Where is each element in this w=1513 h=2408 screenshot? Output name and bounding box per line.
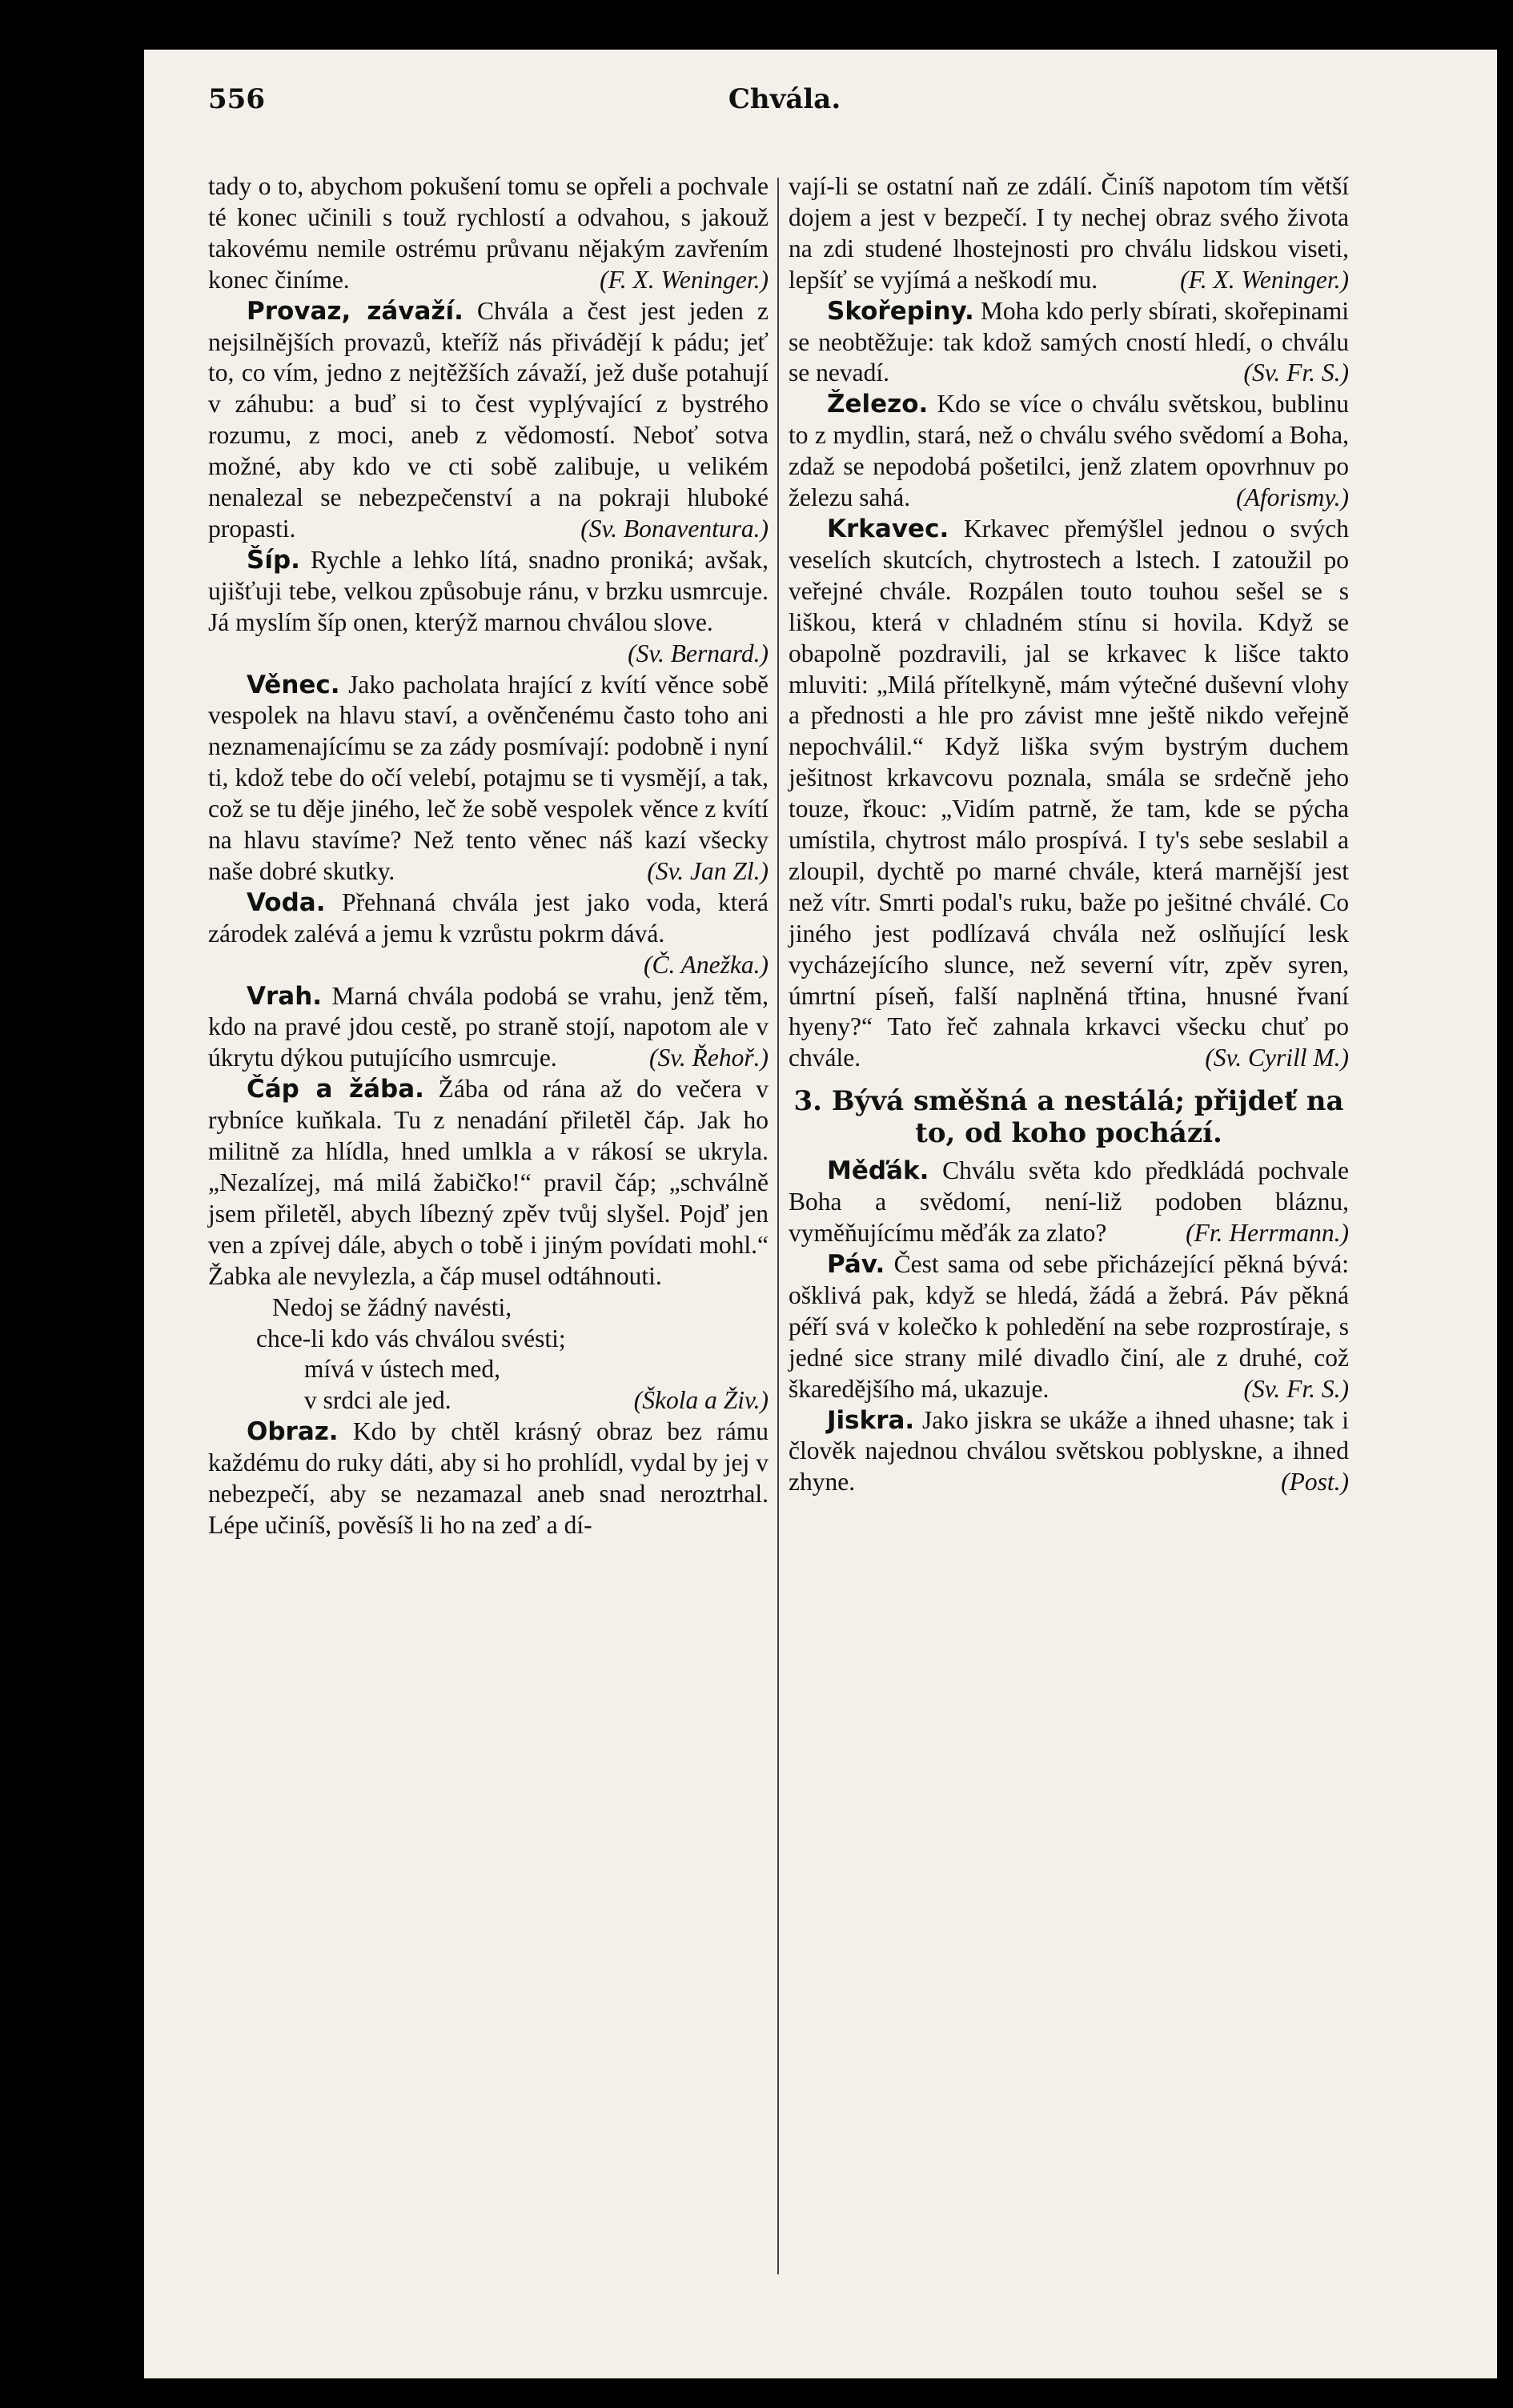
keyword: Čáp a žába. [247, 1075, 424, 1104]
paragraph: Páv. Čest sama od sebe přicházející pěkná bývá: ošklivá pak, když se hledá, žádá a žebrá. Páv pěkná péří svá v kolečko k pohledění na sebe rozprostíraje, s jedné sice strany milé divadlo činí, ale z druhé, což škaredějšího má, ukazuje. (Sv. Fr. S.) [789, 1249, 1349, 1405]
source-citation: (Sv. Cyrill M.) [1205, 1044, 1349, 1072]
running-title: Chvála. [728, 83, 841, 115]
keyword: Měďák. [827, 1156, 929, 1186]
verse-line: mívá v ústech med, [304, 1355, 500, 1384]
source-citation: (Fr. Herrmann.) [1186, 1219, 1349, 1248]
source-citation: (Č. Anežka.) [643, 950, 769, 979]
paragraph: Čáp a žába. Žába od rána až do večera v rybníce kuňkala. Tu z nenadání přiletěl čáp. Jak ho militně za hlídla, hned umlkla a v rákosí se ukryla. „Nezalízej, má milá žabičko!“ pravil čáp; „schválně jsem přiletěl, abych líbezný zpěv tvůj slyšel. Pojď jen ven a zpívej dále, abych o tobě i jiným povídati mohl.“ Žabka ale nevylezla, a čáp musel odtáhnouti. [208, 1075, 769, 1290]
keyword: Věnec. [247, 670, 340, 699]
right-column [789, 171, 1349, 1498]
paragraph: Obraz. Kdo by chtěl krásný obraz bez rámu každému do ruky dáti, aby si ho prohlídl, vydal by jej v nebezpečí, aby se nezamazal aneb snad neroztrhal. Lépe učiníš, pověsíš li ho na zeď a dí- [208, 1417, 769, 1539]
source-citation: (Sv. Fr. S.) [1243, 1374, 1349, 1403]
keyword: Šíp. [247, 545, 300, 575]
source-citation: (F. X. Weninger.) [1180, 265, 1349, 294]
paragraph: Skořepiny. Moha kdo perly sbírati, skořepinami se neobtěžuje: tak kdož samých cností hledí, o chválu se nevadí. (Sv. Fr. S.) [789, 296, 1349, 390]
source-citation: (Sv. Bernard.) [628, 639, 769, 667]
page-number: 556 [208, 83, 265, 115]
book-page [144, 50, 1497, 2378]
paragraph: Vrah. Marná chvála podobá se vrahu, jenž těm, kdo na pravé jdou cestě, po straně stojí, napotom ale v úkrytu dýkou putujícího usmrcuje. (Sv. Řehoř.) [208, 981, 769, 1075]
paragraph: tady o to, abychom pokušení tomu se opřeli a pochvale té konec učinili s touž rychlostí a odvahou, s jakouž takovému nemile ostrému průvanu nějakým zavřením konec činíme. (F. X. Weninger.) [208, 171, 769, 296]
keyword: Vrah. [247, 981, 323, 1011]
keyword: Krkavec. [827, 514, 949, 543]
verse-line: chce-li kdo vás chválou svésti; [256, 1324, 566, 1352]
source-citation: (Škola a Živ.) [633, 1386, 769, 1415]
paragraph: Měďák. Chválu světa kdo předkládá pochvale Boha a svědomí, není-liž podoben bláznu, vyměňujícímu měďák za zlato? (Fr. Herrmann.) [789, 1156, 1349, 1249]
source-citation: (Sv. Jan Zl.) [647, 856, 769, 885]
verse-line: v srdci ale jed. (Škola a Živ.) [208, 1385, 769, 1416]
verse-line: Nedoj se žádný navésti, [272, 1292, 512, 1321]
keyword: Obraz. [247, 1417, 339, 1447]
source-citation: (Sv. Fr. S.) [1243, 359, 1349, 387]
paragraph: Krkavec. Krkavec přemýšlel jednou o svých veselích skutcích, chytrostech a lstech. I zatoužil po veřejné chvále. Rozpálen touto touhou sešel se s liškou, která v chladném stínu si hovila. Když se obapolně pozdravili, jal se krkavec k lišce takto mluviti: „Milá přítelkyně, mám výtečné duševní vlohy a přednosti a hle pro závist mne ještě nikdo veřejně nepochválil.“ Když liška svým bystrým duchem ješitnost krkavcovu poznala, smála se srdečně jeho touze, řkouc: „Vidím patrně, že tam, kde se pýcha umístila, chytrost málo prospívá. I ty's sebe seslabil a zloupil, dychtě po marné chvále, která marnější jest než vítr. Smrti podal's ruku, baže po ješitné chválé. Co jiného jest podlízavá chvála než oslňující lesk vycházejícího slunce, než severní vítr, zpěv syren, úmrtní píseň, falší naplněná třtina, hnusné řvaní hyeny?“ Tato řeč zahnala krkavci všecku chuť po chvále. (Sv. Cyrill M.) [789, 514, 1349, 1074]
paragraph: vají-li se ostatní naň ze zdálí. Činíš napotom tím větší dojem a jest v bezpečí. I ty nechej obraz svého života na zdi studené lhostejnosti pro chválu lidskou viseti, lepšíť se vyjímá a neškodí mu. (F. X. Weninger.) [789, 171, 1349, 296]
source-citation: (F. X. Weninger.) [600, 265, 769, 294]
verse [208, 1292, 769, 1417]
keyword: Páv. [827, 1250, 885, 1279]
keyword: Železo. [827, 390, 929, 419]
paragraph: Voda. Přehnaná chvála jest jako voda, která zárodek zalévá a jemu k vzrůstu pokrm dává. (Č. Anežka.) [208, 887, 769, 950]
source-citation: (Sv. Řehoř.) [649, 1044, 769, 1072]
keyword: Voda. [247, 887, 326, 917]
source-citation: (Sv. Bonaventura.) [580, 514, 769, 543]
paragraph: Provaz, závaží. Chvála a čest jest jeden z nejsilnějších provazů, kteříž nás přivádějí k pádu; jeť to, co vím, jedno z nejtěžších závaží, jež duše potahují v záhubu: a buď si to čest vyplývající z bystrého rozumu, z moci, aneb z vědomostí. Neboť sotva možné, aby kdo ve cti sobě zalibuje, u velikém nenalezal se nebezpečenství a na pokraji hluboké propasti. (Sv. Bonaventura.) [208, 296, 769, 545]
source-citation: (Post.) [1281, 1468, 1349, 1496]
page-header [208, 83, 1361, 123]
keyword: Skořepiny. [827, 296, 974, 326]
keyword: Provaz, závaží. [247, 296, 464, 326]
section-heading: 3. Bývá směšná a nestálá; přijdeť na to, od koho pochází. [793, 1085, 1344, 1150]
column-divider [777, 178, 779, 2274]
paragraph: Železo. Kdo se více o chválu světskou, bublinu to z mydlin, stará, než o chválu svého svědomí a Boha, zdaž se nepodobá pošetilci, jenž zlatem opovrhnuv po železu sahá. (Aforismy.) [789, 389, 1349, 514]
source-citation: (Aforismy.) [1236, 483, 1349, 512]
keyword: Jiskra. [827, 1405, 915, 1435]
left-column [208, 171, 769, 1541]
paragraph: Jiskra. Jako jiskra se ukáže a ihned uhasne; tak i člověk najednou chválou světskou poblyskne, a ihned zhyne. (Post.) [789, 1405, 1349, 1499]
paragraph: Šíp. Rychle a lehko lítá, snadno proniká; avšak, ujišťuji tebe, velkou způsobuje ránu, v brzku usmrcuje. Já myslím šíp onen, kterýž marnou chválou slove. (Sv. Bernard.) [208, 545, 769, 639]
paragraph: Věnec. Jako pacholata hrající z kvítí věnce sobě vespolek na hlavu staví, a ověnčenému často toho ani neznamenajícímu se za zády posmívají: podobně i nyní ti, kdož tebe do očí velebí, potajmu se ti vysmějí, a tak, což se tu děje jiného, leč že sobě vespolek věnce z kvítí na hlavu stavíme? Než tento věnec náš kazí všecky naše dobré skutky. (Sv. Jan Zl.) [208, 670, 769, 887]
